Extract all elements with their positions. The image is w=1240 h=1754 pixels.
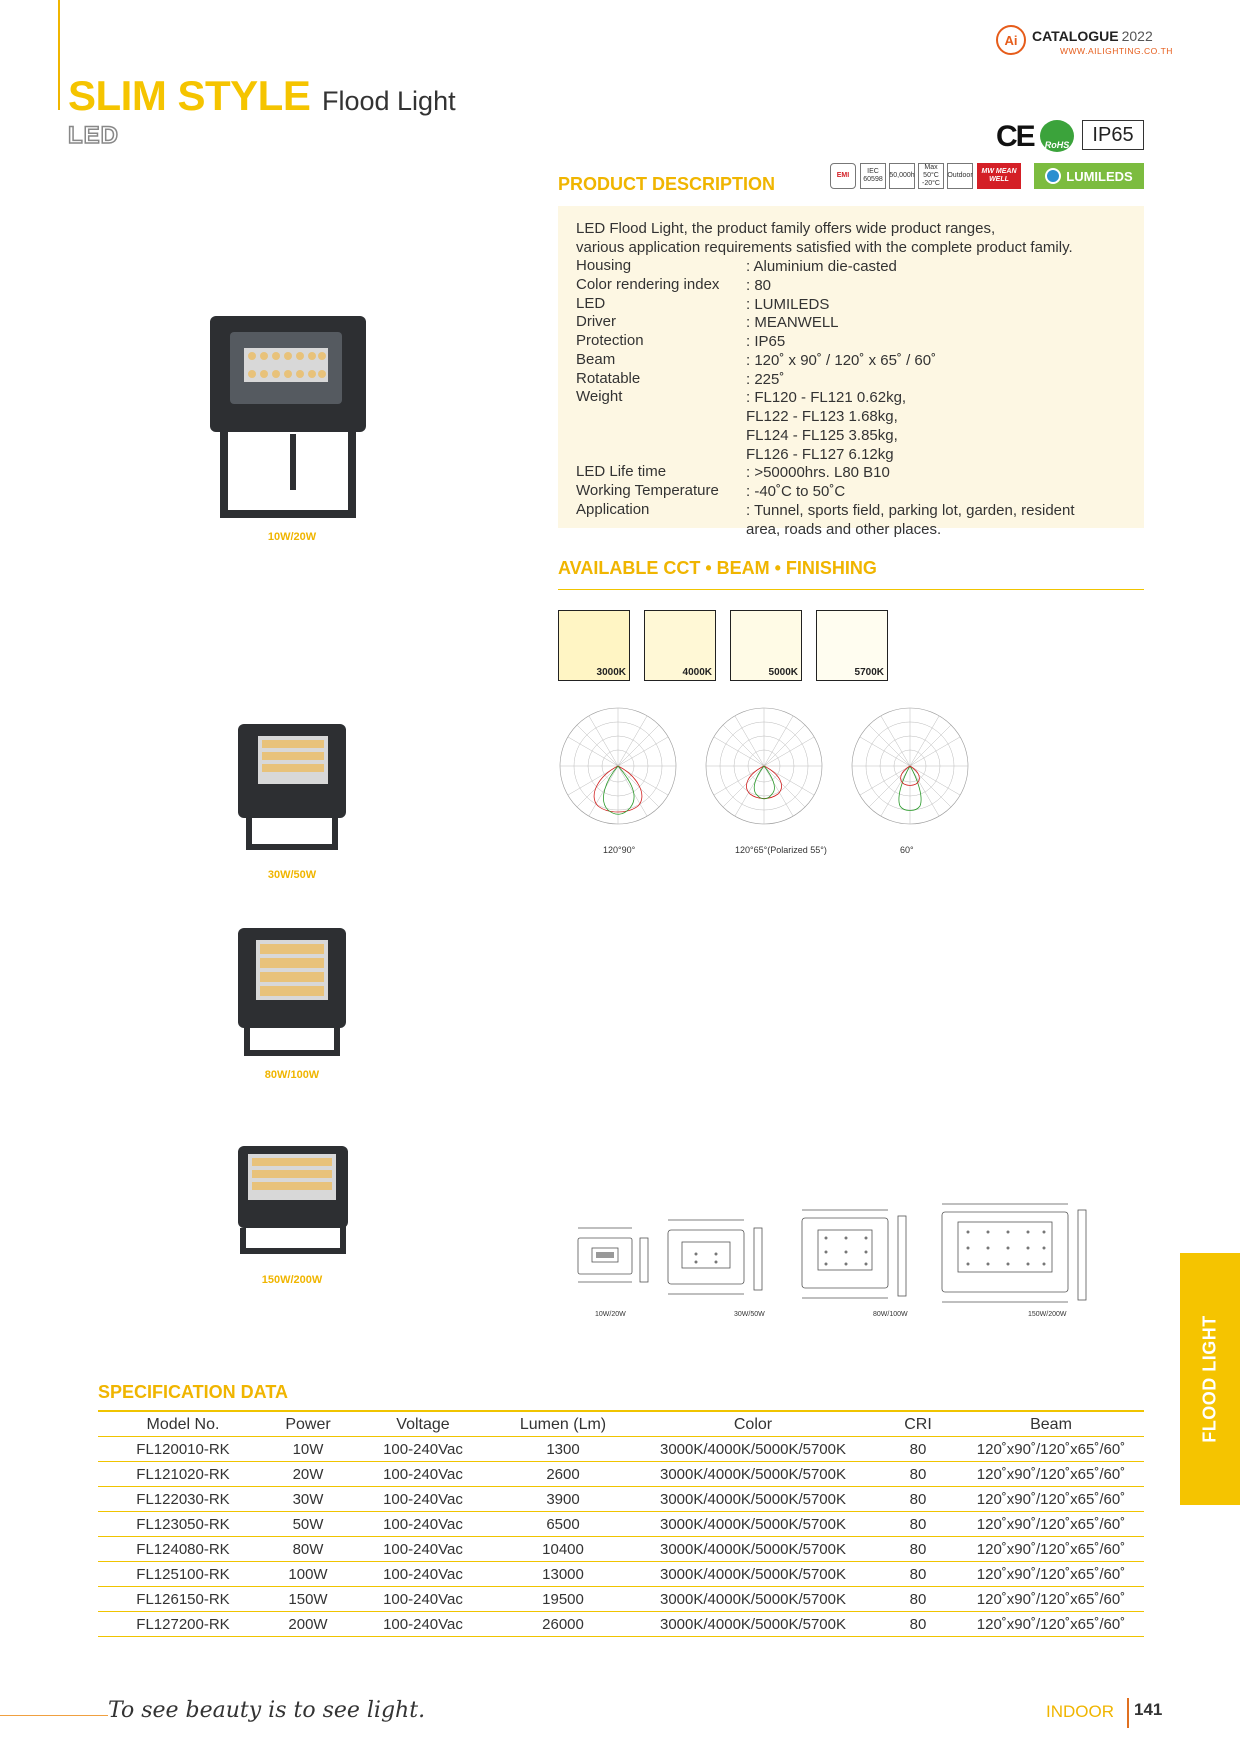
catalogue-title bbox=[1032, 28, 1153, 44]
cell-cri: 80 bbox=[909, 1516, 927, 1533]
footer-rule bbox=[0, 1715, 108, 1716]
side-tab-label: FLOOD LIGHT bbox=[1199, 1315, 1220, 1443]
led-logo: LED bbox=[68, 122, 119, 149]
temperature-badge-icon: Max 50°C -20°C bbox=[918, 163, 944, 189]
swatch-label: 4000K bbox=[682, 667, 712, 678]
cell-lumen: 2600 bbox=[546, 1466, 580, 1483]
cell-cri: 80 bbox=[909, 1541, 927, 1558]
cell-model: FL121020-RK bbox=[136, 1466, 230, 1483]
cell-beam: 120˚x90˚/120˚x65˚/60˚ bbox=[976, 1466, 1126, 1483]
cell-model: FL123050-RK bbox=[136, 1516, 230, 1533]
cell-color: 3000K/4000K/5000K/5700K bbox=[660, 1566, 846, 1583]
footer-section-label: INDOOR bbox=[1046, 1702, 1114, 1721]
cell-power: 50W bbox=[292, 1516, 324, 1533]
product-label-80w-100w: 80W/100W bbox=[264, 1069, 320, 1081]
floodlight-150w-200w-image bbox=[236, 1144, 350, 1256]
lifetime-badge-icon: 50,000h bbox=[889, 163, 915, 189]
section-side-tab bbox=[1180, 1253, 1240, 1505]
cell-model: FL120010-RK bbox=[136, 1441, 230, 1458]
cell-power: 200W bbox=[288, 1616, 328, 1633]
cell-voltage: 100-240Vac bbox=[383, 1616, 463, 1633]
lumileds-badge bbox=[1034, 163, 1144, 189]
dimension-label-10w-20w: 10W/20W bbox=[595, 1311, 626, 1318]
cell-model: FL127200-RK bbox=[136, 1616, 230, 1633]
spec-value: : LUMILEDS bbox=[746, 296, 830, 313]
cell-color: 3000K/4000K/5000K/5700K bbox=[660, 1491, 846, 1508]
col-header-beam: Beam bbox=[1030, 1416, 1072, 1433]
spec-key: Color rendering index bbox=[576, 276, 720, 293]
cell-color: 3000K/4000K/5000K/5700K bbox=[660, 1441, 846, 1458]
meanwell-badge-icon: MW MEAN WELL bbox=[977, 163, 1021, 189]
cell-voltage: 100-240Vac bbox=[383, 1566, 463, 1583]
cct-divider bbox=[558, 589, 1144, 590]
spec-key: Driver bbox=[576, 313, 616, 330]
cell-cri: 80 bbox=[909, 1491, 927, 1508]
table-header-row bbox=[98, 1412, 1144, 1437]
dimension-drawings bbox=[556, 1198, 1148, 1308]
table-row bbox=[98, 1487, 1144, 1512]
cell-lumen: 10400 bbox=[542, 1541, 584, 1558]
cell-color: 3000K/4000K/5000K/5700K bbox=[660, 1616, 846, 1633]
cell-model: FL124080-RK bbox=[136, 1541, 230, 1558]
table-row bbox=[98, 1587, 1144, 1612]
spec-key: Housing bbox=[576, 257, 632, 274]
beam-label-120x90: 120°90° bbox=[603, 845, 636, 855]
cct-heading: AVAILABLE CCT • BEAM • FINISHING bbox=[558, 558, 877, 578]
cell-beam: 120˚x90˚/120˚x65˚/60˚ bbox=[976, 1616, 1126, 1633]
cell-voltage: 100-240Vac bbox=[383, 1466, 463, 1483]
col-header-power: Power bbox=[285, 1416, 331, 1433]
col-header-voltage: Voltage bbox=[396, 1416, 450, 1433]
spec-value: : IP65 bbox=[746, 333, 786, 350]
spec-value: : 120˚ x 90˚ / 120˚ x 65˚ / 60˚ bbox=[746, 352, 937, 369]
swatch-label: 3000K bbox=[596, 667, 626, 678]
cell-lumen: 19500 bbox=[542, 1591, 584, 1608]
spec-data-heading: SPECIFICATION DATA bbox=[98, 1382, 288, 1402]
cell-voltage: 100-240Vac bbox=[383, 1441, 463, 1458]
table-row bbox=[98, 1612, 1144, 1637]
cell-model: FL126150-RK bbox=[136, 1591, 230, 1608]
ip65-badge: IP65 bbox=[1082, 120, 1144, 150]
dimension-label-150w-200w: 150W/200W bbox=[1028, 1311, 1067, 1318]
table-row bbox=[98, 1437, 1144, 1462]
table-row bbox=[98, 1512, 1144, 1537]
product-label-30w-50w: 30W/50W bbox=[267, 869, 317, 881]
emi-badge-icon: EMI bbox=[830, 163, 856, 189]
cell-power: 10W bbox=[292, 1441, 324, 1458]
catalogue-label: CATALOGUE bbox=[1032, 28, 1119, 44]
polar-diagram-120x65 bbox=[706, 708, 822, 824]
cell-cri: 80 bbox=[909, 1441, 927, 1458]
intro-line-2: various application requirements satisfied with the complete product family. bbox=[576, 239, 1073, 256]
cell-cri: 80 bbox=[909, 1616, 927, 1633]
table-row bbox=[98, 1462, 1144, 1487]
product-label-150w-200w: 150W/200W bbox=[261, 1274, 323, 1286]
beam-label-120x65: 120°65°(Polarized 55°) bbox=[735, 845, 827, 855]
cell-lumen: 1300 bbox=[546, 1441, 580, 1458]
cell-beam: 120˚x90˚/120˚x65˚/60˚ bbox=[976, 1566, 1126, 1583]
dimension-label-30w-50w: 30W/50W bbox=[734, 1311, 765, 1318]
cell-power: 100W bbox=[288, 1566, 328, 1583]
cct-swatch-5000k bbox=[730, 610, 802, 681]
cell-voltage: 100-240Vac bbox=[383, 1591, 463, 1608]
spec-key: Beam bbox=[576, 351, 616, 368]
spec-key: Rotatable bbox=[576, 370, 641, 387]
polar-diagram-60 bbox=[852, 708, 968, 824]
cell-power: 20W bbox=[292, 1466, 324, 1483]
cell-beam: 120˚x90˚/120˚x65˚/60˚ bbox=[976, 1491, 1126, 1508]
website-link[interactable]: WWW.AILIGHTING.CO.TH bbox=[1060, 46, 1173, 56]
brand-logo-icon: Ai bbox=[996, 25, 1026, 55]
dimension-label-80w-100w: 80W/100W bbox=[873, 1311, 908, 1318]
page-subtitle: Flood Light bbox=[322, 86, 456, 116]
footer-tagline: To see beauty is to see light. bbox=[108, 1698, 426, 1723]
cell-cri: 80 bbox=[909, 1591, 927, 1608]
cell-model: FL122030-RK bbox=[136, 1491, 230, 1508]
cell-cri: 80 bbox=[909, 1566, 927, 1583]
swatch-label: 5000K bbox=[768, 667, 798, 678]
cell-lumen: 13000 bbox=[542, 1566, 584, 1583]
header-rule bbox=[58, 0, 60, 110]
spec-key: Working Temperature bbox=[576, 482, 719, 499]
cell-beam: 120˚x90˚/120˚x65˚/60˚ bbox=[976, 1591, 1126, 1608]
spec-value: : -40˚C to 50˚C bbox=[746, 483, 846, 500]
col-header-cri: CRI bbox=[904, 1416, 932, 1433]
cell-lumen: 3900 bbox=[546, 1491, 580, 1508]
spec-key: Weight bbox=[576, 388, 623, 405]
spec-key: LED bbox=[576, 295, 606, 312]
cell-voltage: 100-240Vac bbox=[383, 1541, 463, 1558]
floodlight-10w-20w-image bbox=[208, 314, 368, 524]
table-row bbox=[98, 1537, 1144, 1562]
col-header-color: Color bbox=[733, 1416, 773, 1433]
polar-diagram-120x90 bbox=[560, 708, 676, 824]
lumileds-label: LUMILEDS bbox=[1066, 168, 1133, 184]
cell-color: 3000K/4000K/5000K/5700K bbox=[660, 1516, 846, 1533]
page-number: 141 bbox=[1134, 1700, 1163, 1719]
cell-beam: 120˚x90˚/120˚x65˚/60˚ bbox=[976, 1441, 1126, 1458]
cell-lumen: 26000 bbox=[542, 1616, 584, 1633]
cell-power: 30W bbox=[292, 1491, 324, 1508]
cell-voltage: 100-240Vac bbox=[383, 1516, 463, 1533]
cell-color: 3000K/4000K/5000K/5700K bbox=[660, 1591, 846, 1608]
intro-line-1: LED Flood Light, the product family offers wide product ranges, bbox=[576, 220, 996, 237]
swatch-label: 5700K bbox=[854, 667, 884, 678]
spec-value: : FL120 - FL121 0.62kg, FL122 - FL123 1.68kg, FL124 - FL125 3.85kg, FL126 - FL127 6.12kg bbox=[746, 389, 907, 463]
cell-model: FL125100-RK bbox=[136, 1566, 230, 1583]
spec-value: : 225˚ bbox=[746, 371, 785, 388]
lumileds-dot-icon bbox=[1045, 168, 1061, 184]
product-description-intro bbox=[576, 219, 1136, 257]
spec-key: LED Life time bbox=[576, 463, 667, 480]
product-label-10w-20w: 10W/20W bbox=[267, 531, 317, 543]
product-description-heading: PRODUCT DESCRIPTION bbox=[558, 174, 776, 194]
iec-badge-icon: IEC 60598 bbox=[860, 163, 886, 189]
floodlight-80w-100w-image bbox=[236, 926, 348, 1058]
spec-value: : 80 bbox=[746, 277, 772, 294]
spec-key: Application bbox=[576, 501, 650, 518]
spec-value: : MEANWELL bbox=[746, 314, 839, 331]
beam-label-60: 60° bbox=[900, 845, 914, 855]
cell-color: 3000K/4000K/5000K/5700K bbox=[660, 1466, 846, 1483]
ce-mark-icon: CE bbox=[996, 120, 1034, 153]
table-row bbox=[98, 1562, 1144, 1587]
spec-value: : >50000hrs. L80 B10 bbox=[746, 464, 890, 481]
spec-key: Protection bbox=[576, 332, 644, 349]
cct-swatch-4000k bbox=[644, 610, 716, 681]
cell-cri: 80 bbox=[909, 1466, 927, 1483]
cell-voltage: 100-240Vac bbox=[383, 1491, 463, 1508]
page-title: SLIM STYLE bbox=[68, 72, 311, 119]
col-header-model: Model No. bbox=[146, 1416, 220, 1433]
catalogue-year: 2022 bbox=[1121, 28, 1153, 44]
cell-power: 80W bbox=[292, 1541, 324, 1558]
cct-swatch-3000k bbox=[558, 610, 630, 681]
cct-swatch-5700k bbox=[816, 610, 888, 681]
floodlight-30w-50w-image bbox=[236, 722, 348, 852]
rohs-icon: RoHS bbox=[1040, 120, 1074, 152]
polar-diagrams bbox=[556, 700, 978, 836]
outdoor-badge-icon: Outdoor bbox=[947, 163, 973, 189]
cell-lumen: 6500 bbox=[546, 1516, 580, 1533]
footer-separator bbox=[1127, 1698, 1129, 1728]
cell-beam: 120˚x90˚/120˚x65˚/60˚ bbox=[976, 1516, 1126, 1533]
cell-color: 3000K/4000K/5000K/5700K bbox=[660, 1541, 846, 1558]
spec-value: : Aluminium die-casted bbox=[746, 258, 897, 275]
col-header-lumen: Lumen (Lm) bbox=[519, 1416, 607, 1433]
spec-value: : Tunnel, sports field, parking lot, garden, resident area, roads and other places. bbox=[746, 502, 1075, 538]
cell-power: 150W bbox=[288, 1591, 328, 1608]
cell-beam: 120˚x90˚/120˚x65˚/60˚ bbox=[976, 1541, 1126, 1558]
